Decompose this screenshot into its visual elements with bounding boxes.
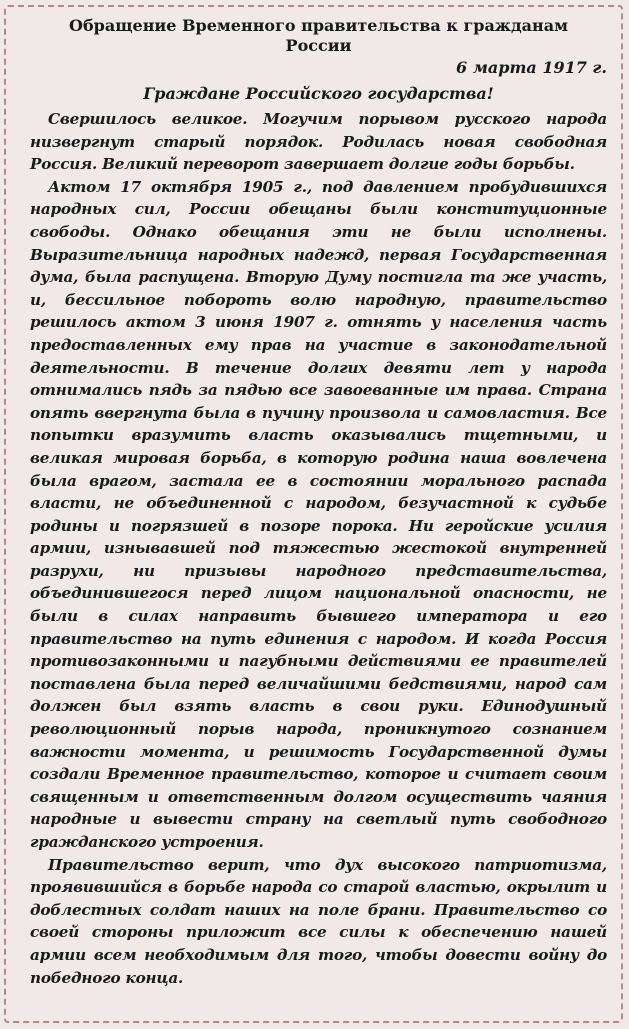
paragraph-1: Свершилось великое. Могучим порывом русского народа низвергнут старый порядок. Родилась новая свободная Россия. Великий переворот завершает долгие годы борьбы.	[30, 110, 607, 174]
document-date: 6 марта 1917 г.	[455, 58, 607, 77]
salutation: Граждане Российского государства!	[143, 84, 494, 103]
paragraph-2: Актом 17 октября 1905 г., под давлением пробудившихся народных сил, России обещаны были конституционные свободы. Однако обещания эти не были исполнены. Выразительница народных надежд, первая Государственная дума, была распущена. Вторую Думу постигла та же участь, и, бессильное побороть волю народную, правительство решилось актом 3 июня 1907 г. отнять у населения часть предоставленных ему прав на участие в законодательной деятельности. В течение долгих девяти лет у народа отнимались пядь за пядью все завоеванные им права. Страна опять ввергнута была в пучину произвола и самовластия. Все попытки вразумить власть оказывались тщетными, и великая мировая борьба, в которую родина наша вовлечена была врагом, застала ее в состоянии морального распада власти, не объединенной с народом, безучастной к судьбе родины и погрязшей в позоре порока. Ни геройские усилия армии, изнывавшей под тяжестью жестокой внутренней разрухи, ни призывы народного представительства, объединившегося перед лицом национальной опасности, не были в силах направить бывшего императора и его правительство на путь единения с народом. И когда Россия противозаконными и пагубными действиями ее правителей поставлена была перед величайшими бедствиями, народ сам должен был взять власть в свои руки. Единодушный революционный порыв народа, проникнутого сознанием важности момента, и решимость Государственной думы создали Временное правительство, которое и считает своим священным и ответственным долгом осуществить чаяния народные и вывести страну на светлый путь свободного гражданского устроения.	[30, 177, 607, 851]
document-body	[30, 16, 607, 989]
paragraph-3: Правительство верит, что дух высокого патриотизма, проявившийся в борьбе народа со старой властью, окрылит и доблестных солдат наших на поле брани. Правительство со своей стороны приложит все силы к обеспечению нашей армии всем необходимым для того, чтобы довести войну до победного конца.	[30, 855, 607, 987]
document-title: Обращение Временного правительства к гражданам России	[69, 16, 568, 55]
